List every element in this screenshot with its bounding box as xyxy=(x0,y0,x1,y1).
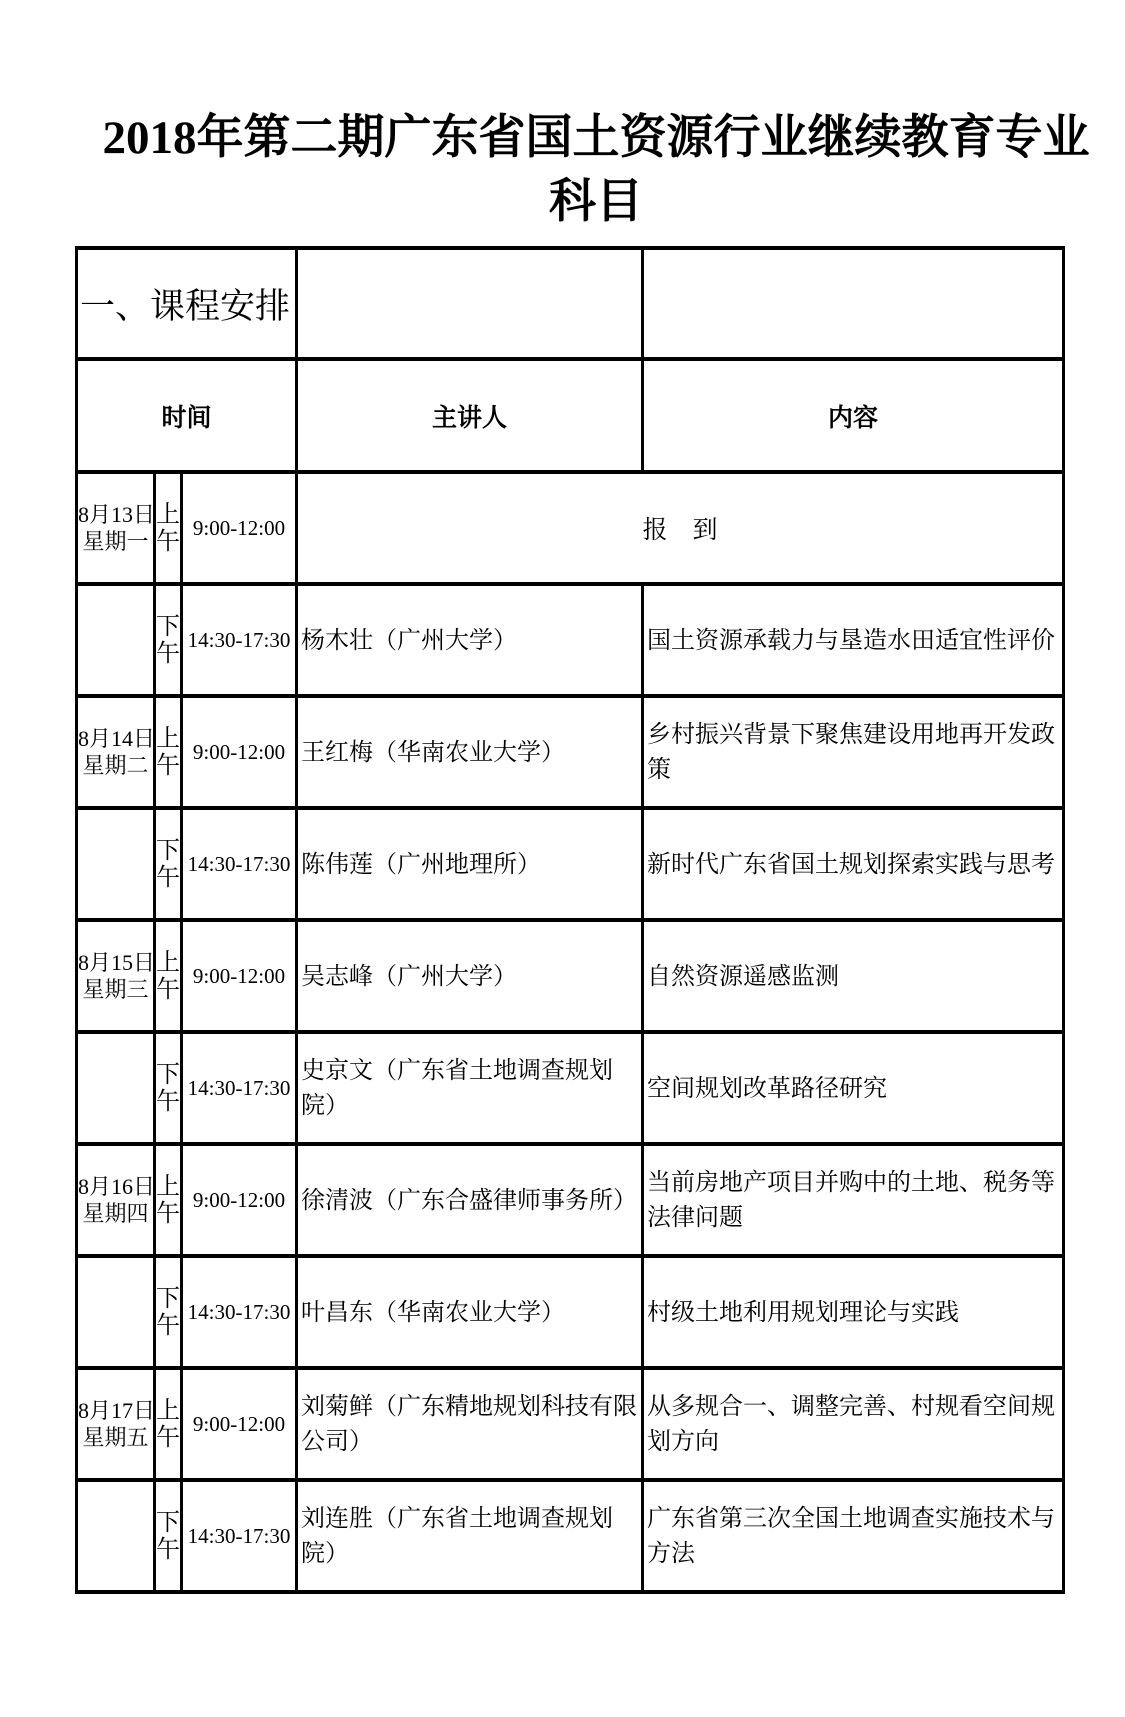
table-row xyxy=(77,584,1064,696)
speaker-cell: 杨木壮（广州大学） xyxy=(297,584,643,696)
table-row xyxy=(77,1480,1064,1592)
time-cell: 9:00-12:00 xyxy=(182,1144,297,1256)
date-cell xyxy=(77,696,155,808)
speaker-cell: 叶昌东（华南农业大学） xyxy=(297,1256,643,1368)
speaker-cell: 史京文（广东省土地调查规划院） xyxy=(297,1032,643,1144)
date-text: 8月16日 xyxy=(78,1174,156,1199)
section-empty-content-cell xyxy=(643,248,1064,359)
ampm-cell: 上午 xyxy=(155,920,182,1032)
speaker-cell: 刘连胜（广东省土地调查规划院） xyxy=(297,1480,643,1592)
column-header-speaker: 主讲人 xyxy=(297,359,643,472)
date-cell xyxy=(77,1144,155,1256)
content-cell: 从多规合一、调整完善、村规看空间规划方向 xyxy=(643,1368,1064,1480)
table-row xyxy=(77,1032,1064,1144)
date-text: 8月15日 xyxy=(78,950,156,975)
table-row xyxy=(77,920,1064,1032)
time-cell: 14:30-17:30 xyxy=(182,584,297,696)
date-text: 8月17日 xyxy=(78,1398,156,1423)
speaker-cell: 王红梅（华南农业大学） xyxy=(297,696,643,808)
time-cell: 9:00-12:00 xyxy=(182,920,297,1032)
time-cell: 14:30-17:30 xyxy=(182,1032,297,1144)
date-cell xyxy=(77,808,155,920)
weekday-text: 星期四 xyxy=(82,1201,149,1226)
section-empty-speaker-cell xyxy=(297,248,643,359)
content-cell: 村级土地利用规划理论与实践 xyxy=(643,1256,1064,1368)
content-cell: 新时代广东省国土规划探索实践与思考 xyxy=(643,808,1064,920)
time-cell: 9:00-12:00 xyxy=(182,1368,297,1480)
content-cell: 乡村振兴背景下聚焦建设用地再开发政策 xyxy=(643,696,1064,808)
speaker-cell: 陈伟莲（广州地理所） xyxy=(297,808,643,920)
ampm-cell: 上午 xyxy=(155,1368,182,1480)
date-cell xyxy=(77,584,155,696)
content-cell: 空间规划改革路径研究 xyxy=(643,1032,1064,1144)
time-cell: 14:30-17:30 xyxy=(182,1256,297,1368)
time-cell: 9:00-12:00 xyxy=(182,696,297,808)
section-row xyxy=(77,248,1064,359)
table-row xyxy=(77,472,1064,584)
weekday-text: 星期五 xyxy=(82,1425,149,1450)
date-cell xyxy=(77,920,155,1032)
content-cell: 自然资源遥感监测 xyxy=(643,920,1064,1032)
date-cell xyxy=(77,1480,155,1592)
ampm-cell: 下午 xyxy=(155,808,182,920)
content-cell: 当前房地产项目并购中的土地、税务等法律问题 xyxy=(643,1144,1064,1256)
course-schedule-table xyxy=(75,246,1065,1594)
time-cell: 14:30-17:30 xyxy=(182,808,297,920)
table-row xyxy=(77,1144,1064,1256)
column-header-content: 内容 xyxy=(643,359,1064,472)
table-row xyxy=(77,1256,1064,1368)
speaker-cell: 刘菊鲜（广东精地规划科技有限公司） xyxy=(297,1368,643,1480)
ampm-cell: 下午 xyxy=(155,1480,182,1592)
ampm-cell: 上午 xyxy=(155,696,182,808)
ampm-cell: 下午 xyxy=(155,584,182,696)
date-cell xyxy=(77,1368,155,1480)
speaker-cell: 吴志峰（广州大学） xyxy=(297,920,643,1032)
table-row xyxy=(77,1368,1064,1480)
weekday-text: 星期二 xyxy=(82,753,149,778)
content-cell: 国土资源承载力与垦造水田适宜性评价 xyxy=(643,584,1064,696)
date-text: 8月13日 xyxy=(78,502,156,527)
header-row xyxy=(77,359,1064,472)
registration-cell: 报 到 xyxy=(297,472,1064,584)
page-title xyxy=(70,106,1122,234)
ampm-cell: 上午 xyxy=(155,1144,182,1256)
content-cell: 广东省第三次全国土地调查实施技术与方法 xyxy=(643,1480,1064,1592)
date-cell xyxy=(77,1032,155,1144)
ampm-cell: 上午 xyxy=(155,472,182,584)
section-label: 一、课程安排 xyxy=(77,248,297,359)
page-title-line1: 2018年第二期广东省国土资源行业继续教育专业 xyxy=(102,112,1090,164)
speaker-cell: 徐清波（广东合盛律师事务所） xyxy=(297,1144,643,1256)
ampm-cell: 下午 xyxy=(155,1256,182,1368)
table-row xyxy=(77,808,1064,920)
time-cell: 9:00-12:00 xyxy=(182,472,297,584)
time-cell: 14:30-17:30 xyxy=(182,1480,297,1592)
ampm-cell: 下午 xyxy=(155,1032,182,1144)
date-text: 8月14日 xyxy=(78,726,156,751)
column-header-time: 时间 xyxy=(77,359,297,472)
date-cell xyxy=(77,1256,155,1368)
table-row xyxy=(77,696,1064,808)
page-title-line2: 科目 xyxy=(549,176,643,228)
date-cell xyxy=(77,472,155,584)
weekday-text: 星期三 xyxy=(82,977,149,1002)
weekday-text: 星期一 xyxy=(82,529,149,554)
